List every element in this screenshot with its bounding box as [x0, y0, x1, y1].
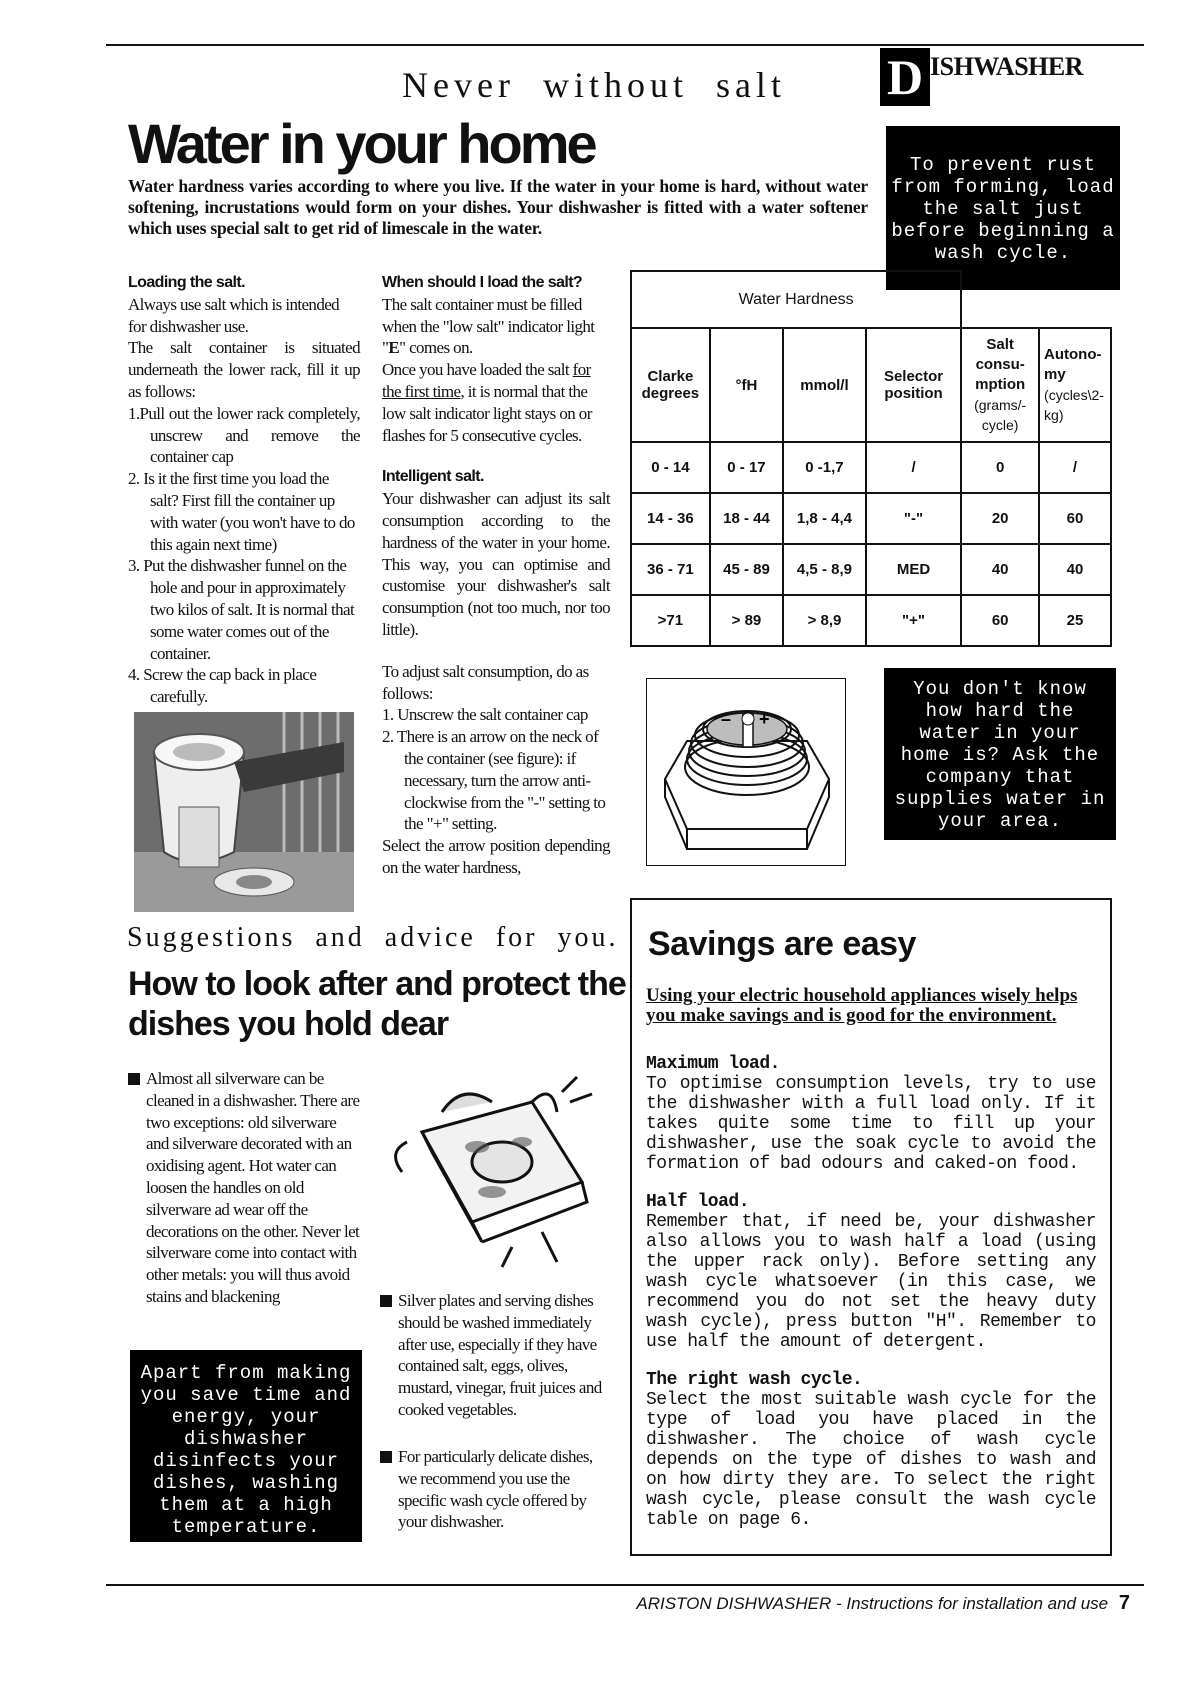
savings-title: Savings are easy: [648, 925, 916, 963]
hardness-rows: [631, 442, 1111, 646]
table-cell: 40: [1039, 544, 1111, 595]
table-cell: 0 - 14: [631, 442, 710, 493]
th-salt-label: Salt consu- mption: [975, 336, 1026, 393]
th-autonomy-label: Autono- my: [1044, 346, 1102, 383]
page-number: 7: [1118, 1592, 1130, 1614]
minus-mark: –: [721, 709, 732, 729]
intelligent-step-2: 2. There is an arrow on the neck of the container (see figure): if necessary, turn the arrow anti-clockwise from the "-" setting to the "+" setting.: [382, 727, 606, 834]
intro-paragraph: Water hardness varies according to where you live. If the water in your home is hard, without water softening, incrustations would form on your dishes. Your dishwasher is fitted with a water softener which uses special salt to get rid of limescale in the water.: [128, 176, 868, 238]
bullet-square-icon: [128, 1073, 140, 1085]
table-cell: 20: [961, 493, 1039, 544]
bullet-delicate-text: For particularly delicate dishes, we recommend you use the specific wash cycle offered by your dishwasher.: [398, 1447, 593, 1532]
bullet-square-icon: [380, 1295, 392, 1307]
bullet-square-icon: [380, 1451, 392, 1463]
loading-step-4: 4. Screw the cap back in place carefully.: [128, 665, 317, 707]
loading-step-1: 1.Pull out the lower rack completely, unscrew and remove the container cap: [128, 403, 360, 467]
table-cell: 60: [1039, 493, 1111, 544]
table-cell: /: [1039, 442, 1111, 493]
tip-disinfect-box: Apart from making you save time and energy, your dishwasher disinfects your dishes, washing them at a high temperature.: [130, 1350, 362, 1542]
chapter-badge: [880, 48, 1083, 106]
table-row: [631, 493, 1111, 544]
bullet-silverware-text: Almost all silverware can be cleaned in a dishwasher. There are two exceptions: old silverware and silverware decorated with an oxidising agent. Hot water can loosen the handles on old silverware ad wear off the decorations on the other. Never let silverware come into contact with other metals: you will thus avoid stains and blackening: [146, 1069, 360, 1306]
table-cell: 0 -1,7: [783, 442, 866, 493]
salt-container-photo-drawing: [134, 712, 354, 912]
page-title: Water in your home: [128, 112, 595, 175]
loading-p2: The salt container is situated underneath the lower rack, fill it up as follows:: [128, 338, 360, 401]
when-p2-start: Once you have loaded the salt: [382, 360, 573, 380]
table-cell: > 89: [710, 595, 783, 646]
salt-cap-figure: [646, 678, 846, 866]
savings-p3: Select the most suitable wash cycle for the type of load you have placed in the dishwasher. The choice of wash cycle depends on the type of dishes to wash and on how dirty they are. To select the right wash cycle, please consult the wash cycle table on page 6.: [646, 1390, 1096, 1530]
table-cell: 45 - 89: [710, 544, 783, 595]
indicator-letter: E: [388, 338, 400, 358]
table-cell: > 8,9: [783, 595, 866, 646]
savings-h3: The right wash cycle.: [646, 1370, 863, 1390]
salt-cap-drawing: [647, 679, 844, 864]
intelligent-p3: Select the arrow position depending on the water hardness,: [382, 836, 610, 877]
table-row: [631, 442, 1111, 493]
table-empty-cell: [961, 271, 1111, 328]
suggestions-kicker: Suggestions and advice for you.: [127, 922, 619, 953]
when-p2-underlined: for the first time: [382, 360, 591, 401]
when-column: [382, 272, 610, 879]
badge-rest: ISHWASHER: [930, 52, 1083, 81]
table-cell: 0: [961, 442, 1039, 493]
loading-column: [128, 272, 360, 708]
table-cell: /: [866, 442, 962, 493]
top-rule: [106, 44, 1144, 46]
tip-rust-box: To prevent rust from forming, load the salt just before beginning a wash cycle.: [886, 126, 1120, 290]
loading-p1: Always use salt which is intended for dishwasher use.: [128, 294, 340, 336]
table-cell: "-": [866, 493, 962, 544]
savings-p1: To optimise consumption levels, try to use the dishwasher with a full load only. If it takes quite some time to fill up your dishwasher, use the soak cycle to avoid the formation of bad odours and caked-on food.: [646, 1074, 1096, 1174]
th-salt-unit: (grams/- cycle): [974, 397, 1027, 433]
dishwasher-cartoon-drawing: [382, 1072, 612, 1272]
section-kicker: Never without salt: [402, 65, 786, 105]
bottom-rule: [106, 1584, 1144, 1586]
footer-text: ARISTON DISHWASHER - Instructions for installation and use: [636, 1594, 1109, 1613]
table-group-header: Water Hardness: [631, 271, 961, 328]
table-cell: 0 - 17: [710, 442, 783, 493]
table-cell: 36 - 71: [631, 544, 710, 595]
th-autonomy-unit: (cycles\2- kg): [1044, 387, 1104, 423]
bullet-silverware: [128, 1068, 360, 1308]
when-p2: [382, 359, 610, 446]
intelligent-heading: Intelligent salt.: [382, 468, 484, 486]
intelligent-p2: To adjust salt consumption, do as follows:: [382, 661, 589, 703]
table-cell: 4,5 - 8,9: [783, 544, 866, 595]
plus-mark: +: [759, 709, 770, 729]
bullet-silver-plates: [380, 1290, 610, 1421]
intelligent-step-1: 1. Unscrew the salt container cap: [382, 705, 588, 725]
footer: [636, 1592, 1130, 1615]
table-cell: 14 - 36: [631, 493, 710, 544]
when-p1-start: The salt container must be filled when the "low salt" indicator light ": [382, 294, 595, 358]
savings-intro: Using your electric household appliances wisely helps you make savings and is good for the environment.: [646, 985, 1078, 1026]
loading-step-2: 2. Is it the first time you load the salt? First fill the container up with water (you won't have to do this again next time): [128, 469, 355, 554]
when-p1: [382, 294, 610, 359]
table-cell: 25: [1039, 595, 1111, 646]
table-row: [631, 595, 1111, 646]
th-mmol: mmol/l: [783, 328, 866, 442]
savings-h1: Maximum load.: [646, 1054, 780, 1074]
savings-p2: Remember that, if need be, your dishwasher also allows you to wash half a load (using the upper rack only). Before setting any wash cycle whatsoever (in this case, we recommend you do not set the heavy duty wash cycle), press button "H". Remember to use half the amount of detergent.: [646, 1212, 1096, 1352]
bullet-delicate: [380, 1446, 610, 1533]
when-p1-end: " comes on.: [399, 338, 473, 358]
table-cell: 18 - 44: [710, 493, 783, 544]
bullet-silver-plates-text: Silver plates and serving dishes should be washed immediately after use, especially if they have contained salt, eggs, olives, mustard, vinegar, fruit juices and cooked vegetables.: [398, 1291, 602, 1419]
th-fh: °fH: [710, 328, 783, 442]
dishwasher-cartoon: [382, 1072, 612, 1272]
when-heading: When should I load the salt?: [382, 274, 583, 291]
savings-h2: Half load.: [646, 1192, 750, 1212]
table-cell: 1,8 - 4,4: [783, 493, 866, 544]
table-cell: MED: [866, 544, 962, 595]
table-cell: "+": [866, 595, 962, 646]
badge-letter: D: [880, 48, 930, 106]
table-cell: >71: [631, 595, 710, 646]
loading-step-3: 3. Put the dishwasher funnel on the hole and pour in approximately two kilos of salt. It is normal that some water comes out of the container.: [128, 556, 355, 663]
th-salt: [961, 328, 1039, 442]
suggestions-title: How to look after and protect the dishes you hold dear: [128, 965, 626, 1043]
water-hardness-table: [630, 270, 1112, 647]
table-row: [631, 544, 1111, 595]
th-clarke: Clarke degrees: [631, 328, 710, 442]
savings-box: [630, 898, 1112, 1556]
salt-container-photo: [134, 712, 354, 912]
th-selector: Selector position: [866, 328, 962, 442]
hardness-table: [630, 270, 1112, 647]
tip-water-box: You don't know how hard the water in your home is? Ask the company that supplies water in your area.: [884, 668, 1116, 840]
table-cell: 40: [961, 544, 1039, 595]
when-p2-end: , it is normal that the low salt indicator light stays on or flashes for 5 consecutive cycles.: [382, 381, 592, 445]
table-cell: 60: [961, 595, 1039, 646]
loading-heading: Loading the salt.: [128, 274, 245, 291]
th-autonomy: [1039, 328, 1111, 442]
intelligent-p1: Your dishwasher can adjust its salt consumption according to the hardness of the water in your home. This way, you can optimise and customise your dishwasher's salt consumption (not too much, nor too little).: [382, 489, 610, 639]
